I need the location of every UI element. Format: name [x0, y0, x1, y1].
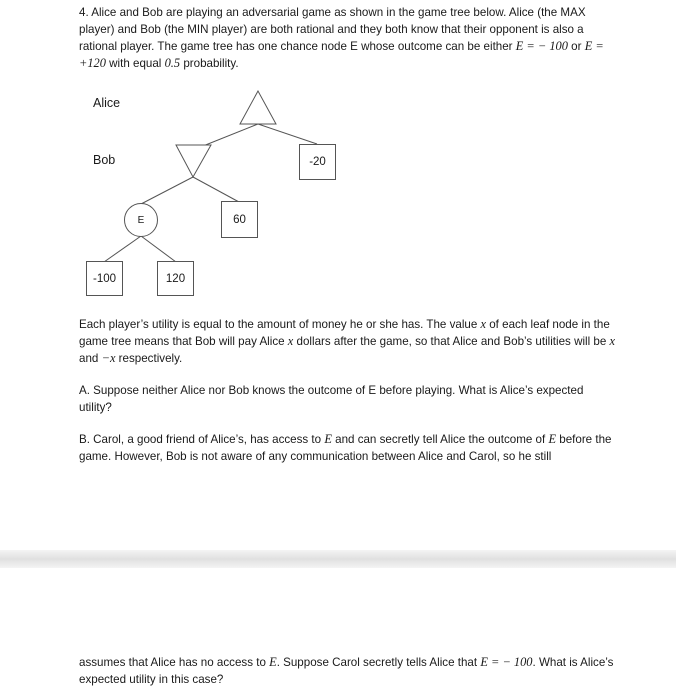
leaf-60: 60: [221, 201, 258, 238]
edge-chance-leaf-neg100: [104, 236, 141, 262]
leaf-neg20: -20: [299, 144, 336, 180]
part-b-question: B. Carol, a good friend of Alice’s, has access to E and can secretly tell Alice the outcome of E before the game. However, Bob is not aware of any communication between Alice and Carol, so he still: [79, 432, 612, 463]
edge-chance-leaf-120: [141, 236, 176, 262]
utility-paragraph: Each player’s utility is equal to the amount of money he or she has. The value x of each leaf node in the game tree means that Bob will pay Alice x dollars after the game, so that Alice and Bob’s utilities will be x and −x respectively.: [79, 317, 616, 365]
page-break-divider: [0, 550, 676, 568]
leaf-120: 120: [157, 261, 194, 296]
part-b-continuation: assumes that Alice has no access to E. Suppose Carol secretly tells Alice that E = − 100. What is Alice’s expected utility in this case?: [79, 655, 614, 686]
edge-bob-chance: [141, 177, 193, 204]
max-node-triangle: [240, 91, 276, 124]
alice-label: Alice: [93, 96, 121, 110]
edge-root-leaf-neg20: [258, 124, 317, 144]
bob-label: Bob: [93, 153, 116, 167]
chance-node-e: E: [124, 203, 158, 237]
part-a-question: A. Suppose neither Alice nor Bob knows the outcome of E before playing. What is Alice’s expected utility?: [79, 384, 584, 414]
edge-bob-leaf-60: [193, 177, 239, 202]
question-intro: 4. Alice and Bob are playing an adversarial game as shown in the game tree below. Alice (the MAX player) and Bob (the MIN player) are both rational and they both know that their opponent is also a rational player. The game tree has one chance node E whose outcome can be either E = − 100 or E = +120 with equal 0.5 probability.: [79, 6, 604, 70]
min-node-triangle: [176, 145, 211, 177]
leaf-neg100: -100: [86, 261, 123, 296]
